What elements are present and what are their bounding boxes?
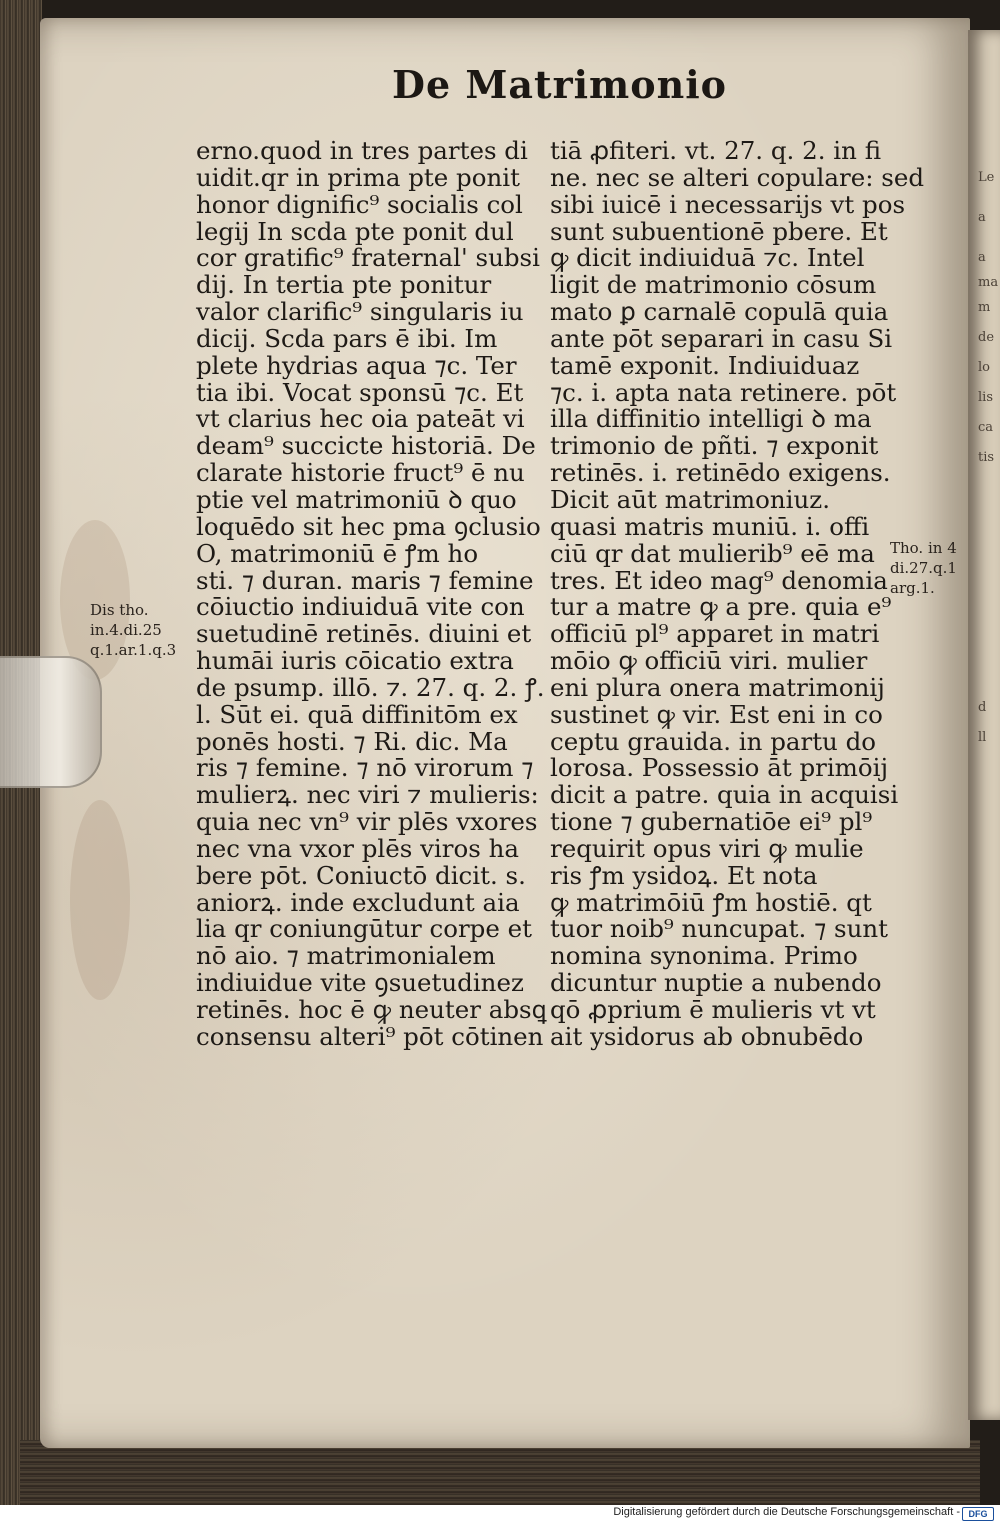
text-line: retinēs. hoc ē ꝙ neuter absꝗ bbox=[196, 995, 547, 1024]
facing-page-fragment: lis bbox=[978, 390, 993, 405]
facing-page-fragment: ma bbox=[978, 275, 999, 290]
margin-line: di.27.q.1 bbox=[890, 559, 957, 577]
text-line: lorosa. Possessio āt primōij bbox=[550, 753, 889, 783]
text-line: dij. In tertia pte ponitur bbox=[196, 270, 492, 300]
facing-page-fragment: Le bbox=[978, 170, 995, 185]
facing-page-edge bbox=[968, 30, 1000, 1420]
text-line: eni plura onera matrimonij bbox=[550, 672, 885, 702]
text-line: ante pōt separari in casu Si bbox=[550, 323, 893, 353]
text-line: legij In scda pte ponit dul bbox=[196, 216, 514, 246]
book-edge-bottom bbox=[20, 1440, 980, 1505]
text-line: illa diffinitio intelligi ꝺ ma bbox=[550, 404, 872, 434]
text-line: deam⁹ succicte historiā. De bbox=[196, 431, 536, 461]
text-line: nec vna vxor plēs viros ha bbox=[196, 833, 519, 863]
facing-page-fragment: a bbox=[978, 250, 986, 265]
text-line: cōiuctio indiuiduā vite con bbox=[196, 592, 525, 622]
marginal-note-left bbox=[90, 600, 176, 660]
text-line: tiā ꝓfiteri. vt. 27. q. 2. in fi bbox=[550, 136, 882, 165]
text-line: requirit opus viri ꝙ mulie bbox=[550, 833, 864, 863]
text-line: sustinet ꝙ vir. Est eni in co bbox=[550, 699, 883, 729]
text-line: dicit a patre. quia in acquisi bbox=[550, 780, 899, 810]
text-line: sibi iuicē i necessarijs vt pos bbox=[550, 189, 906, 219]
marginal-note-right bbox=[890, 538, 957, 598]
footer-bar bbox=[0, 1505, 1000, 1521]
text-line: tamē exponit. Indiuiduaz bbox=[550, 350, 860, 380]
facing-page-fragment: de bbox=[978, 330, 995, 345]
text-line: plete hydrias aqua ⁊c. Ter bbox=[196, 350, 517, 380]
page-stain bbox=[70, 800, 130, 1000]
text-line: qō ꝓprium ē mulieris vt vt bbox=[550, 995, 876, 1024]
text-line: quia nec vn⁹ vir plēs vxores bbox=[196, 807, 538, 837]
text-line: consensu alteri⁹ pōt cōtinen bbox=[196, 1021, 544, 1051]
text-line: ⁊c. i. apta nata retinere. pōt bbox=[550, 377, 897, 407]
margin-line: in.4.di.25 bbox=[90, 621, 162, 639]
text-line: ris ⁊ femine. ⁊ nō virorum ⁊ bbox=[196, 753, 534, 783]
text-line: ris ꝭm ysidoꝝ. Et nota bbox=[550, 860, 818, 890]
funding-credit: Digitalisierung gefördert durch die Deutsche Forschungsgemeinschaft - bbox=[613, 1506, 960, 1518]
text-line: trimonio de pñti. ⁊ exponit bbox=[550, 431, 879, 461]
text-column-left bbox=[196, 136, 547, 1051]
text-line: ꝙ matrimōiū ꝭm hostiē. qt bbox=[550, 887, 872, 917]
text-line: ciū qr dat mulierib⁹ eē ma bbox=[550, 538, 875, 568]
text-line: tuor noib⁹ nuncupat. ⁊ sunt bbox=[550, 914, 889, 944]
text-line: tione ⁊ gubernatiōe ei⁹ pl⁹ bbox=[550, 807, 873, 837]
text-line: bere pōt. Coniuctō dicit. s. bbox=[196, 860, 526, 890]
text-line: retinēs. i. retinēdo exigens. bbox=[550, 458, 891, 488]
running-head: De Matrimonio bbox=[392, 62, 728, 107]
text-line: ne. nec se alteri copulare: sed bbox=[550, 162, 925, 192]
text-line: tur a matre ꝙ a pre. quia e⁹ bbox=[550, 592, 892, 622]
text-line: officiū pl⁹ apparet in matri bbox=[550, 619, 880, 649]
text-line: indiuidue vite ꝯsuetudinez bbox=[196, 968, 524, 998]
facing-page-fragment: m bbox=[978, 300, 991, 315]
text-line: lia qr coniungūtur corpe et bbox=[196, 914, 532, 944]
page-clip bbox=[0, 656, 102, 788]
facing-page-fragment: ca bbox=[978, 420, 994, 435]
text-line: ceptu grauida. in partu do bbox=[550, 726, 877, 756]
facing-page-fragment: lo bbox=[978, 360, 990, 375]
text-line: nō aio. ⁊ matrimonialem bbox=[196, 941, 496, 971]
text-line: loquēdo sit hec pma ꝯclusio bbox=[196, 511, 541, 541]
text-line: sti. ⁊ duran. maris ⁊ femine bbox=[196, 565, 534, 595]
text-line: ait ysidorus ab obnubēdo bbox=[550, 1021, 864, 1051]
text-line: clarate historie fruct⁹ ē nu bbox=[196, 458, 525, 488]
text-line: dicuntur nuptie a nubendo bbox=[550, 968, 882, 998]
text-line: valor clarific⁹ singularis iu bbox=[196, 297, 524, 327]
text-line: suetudinē retinēs. diuini et bbox=[196, 619, 532, 649]
margin-line: Dis tho. bbox=[90, 601, 149, 619]
margin-line: q.1.ar.1.q.3 bbox=[90, 641, 177, 659]
facing-page-fragment: a bbox=[978, 210, 986, 225]
text-line: nomina synonima. Primo bbox=[550, 941, 858, 971]
dfg-logo: DFG bbox=[962, 1507, 994, 1521]
text-line: tia ibi. Vocat sponsū ⁊c. Et bbox=[196, 377, 524, 407]
text-line: ꝙ dicit indiuiduā ⁊c. Intel bbox=[550, 243, 865, 273]
text-line: erno.quod in tres partes di bbox=[196, 136, 528, 165]
text-line: uidit.qr in prima pte ponit bbox=[196, 162, 520, 192]
margin-line: Tho. in 4 bbox=[890, 539, 957, 557]
text-line: humāi iuris cōicatio extra bbox=[196, 646, 514, 676]
facing-page-fragment: d bbox=[978, 700, 987, 715]
text-line: de psump. illō. ⁊. 27. q. 2. ꝭ. bbox=[196, 672, 545, 702]
text-line: mato ꝑ carnalē copulā quia bbox=[550, 297, 889, 327]
facing-page-fragment: ll bbox=[978, 730, 987, 745]
text-line: dicij. Scda pars ē ibi. Im bbox=[196, 323, 498, 353]
text-line: ptie vel matrimoniū ꝺ quo bbox=[196, 484, 517, 514]
text-line: O, matrimoniū ē ꝭm ho bbox=[196, 538, 479, 568]
text-line: cor gratific⁹ fraternal' subsi bbox=[196, 243, 540, 273]
text-line: vt clarius hec oia pateāt vi bbox=[196, 404, 525, 434]
text-line: ligit de matrimonio cōsum bbox=[550, 270, 877, 300]
text-line: Dicit aūt matrimoniuz. bbox=[550, 484, 830, 514]
margin-line: arg.1. bbox=[890, 579, 935, 597]
text-line: tres. Et ideo mag⁹ denomia bbox=[550, 565, 888, 595]
text-line: mōio ꝙ officiū viri. mulier bbox=[550, 646, 868, 676]
text-line: quasi matris muniū. i. offi bbox=[550, 511, 870, 541]
text-line: l. Sūt ei. quā diffinitōm ex bbox=[196, 699, 518, 729]
facing-page-fragment: tis bbox=[978, 450, 995, 465]
text-line: ponēs hosti. ⁊ Ri. dic. Ma bbox=[196, 726, 508, 756]
text-line: mulierꝝ. nec viri ⁊ mulieris: bbox=[196, 780, 539, 810]
text-line: sunt subuentionē pbere. Et bbox=[550, 216, 888, 246]
text-line: aniorꝝ. inde excludunt aia bbox=[196, 887, 520, 917]
text-line: honor dignific⁹ socialis col bbox=[196, 189, 523, 219]
